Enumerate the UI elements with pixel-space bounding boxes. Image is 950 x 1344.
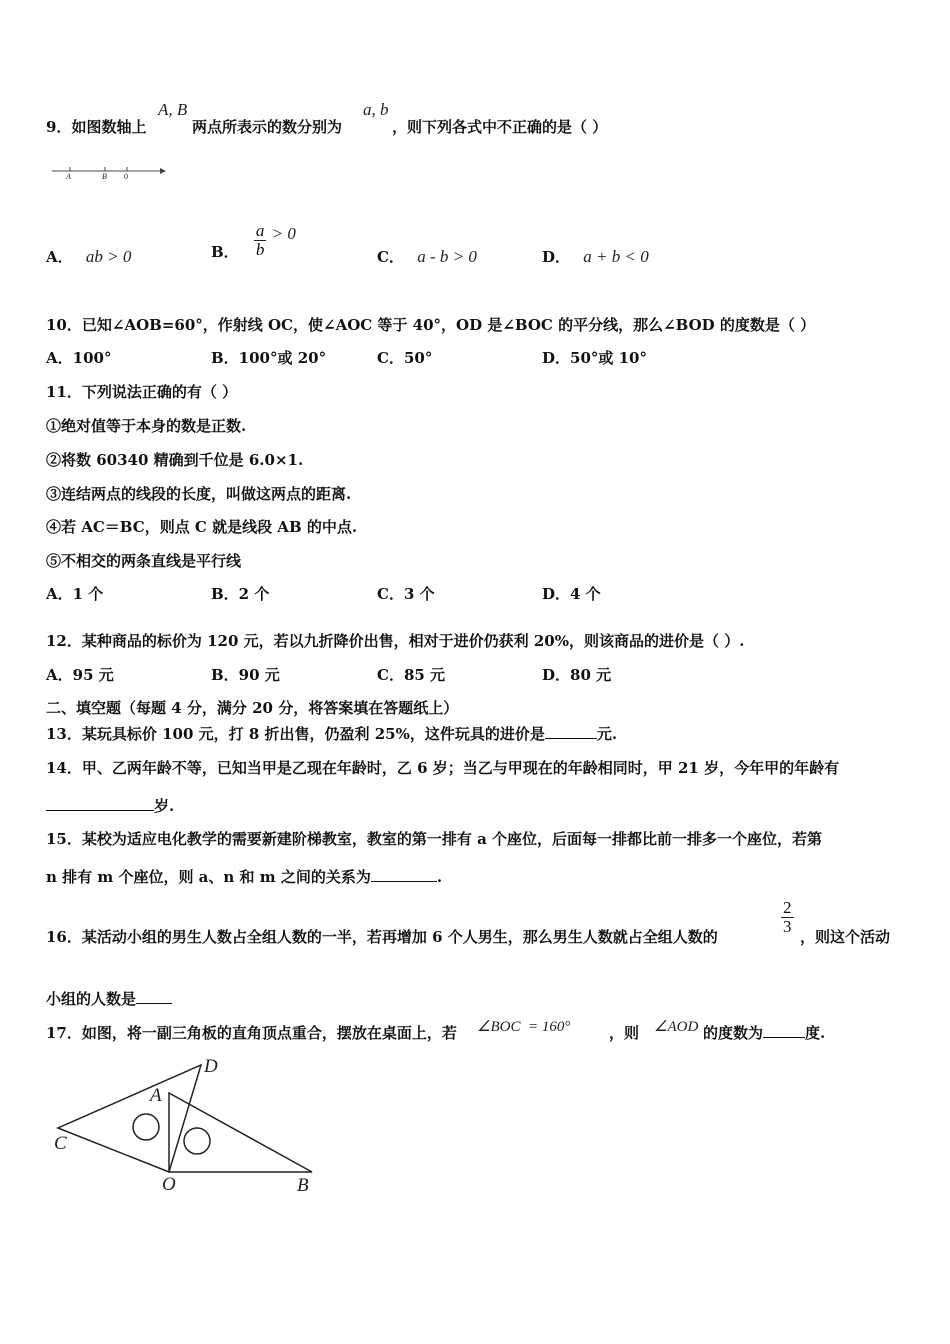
q9-option-c[interactable]: C． a - b > 0 — [377, 247, 477, 266]
q17-label-a: A — [150, 1085, 162, 1106]
q11-option-d[interactable]: D．4 个 — [542, 585, 601, 603]
q10-option-c[interactable]: C．50° — [377, 349, 433, 367]
q16-stem: 16．某活动小组的男生人数占全组人数的一半，若再增加 6 个人男生，那么男生人数就占全组人数的 — [46, 928, 718, 946]
triangle-aob — [169, 1093, 312, 1172]
q12-stem: 12．某种商品的标价为 120 元，若以九折降价出售，相对于进价仍获利 20%，则该商品的进价是（ ）. — [46, 632, 745, 650]
q11-item-5: ⑤不相交的两条直线是平行线 — [46, 552, 242, 570]
hole-circle-left — [133, 1114, 159, 1140]
q12-option-b[interactable]: B．90 元 — [211, 666, 280, 684]
q9-option-b-fraction: $\frac{a}{b}$ — [255, 221, 265, 259]
q13-stem: 13．某玩具标价 100 元，打 8 折出售，仍盈利 25%，这件玩具的进价是 元. — [46, 725, 618, 743]
q16-fraction: $\frac{2}{3}$ — [783, 898, 792, 936]
q9-stem — [46, 116, 146, 137]
q17-angle-aod: ∠AOD — [654, 1019, 699, 1035]
q13-answer-blank[interactable] — [545, 724, 597, 739]
q9-option-d[interactable]: D． a + b < 0 — [542, 247, 649, 266]
q15-line1: 15．某校为适应电化教学的需要新建阶梯教室，教室的第一排有 a 个座位，后面每一排都比前一排多一个座位，若第 — [46, 830, 823, 848]
q17-answer-blank[interactable] — [763, 1023, 805, 1038]
section-title: 二、填空题（每题 4 分，满分 20 分，将答案填在答题纸上） — [46, 699, 459, 717]
q9-text-c: ，则下列各式中不正确的是（ ） — [392, 118, 608, 136]
q11-option-a[interactable]: A．1 个 — [46, 585, 104, 603]
q17-stem-a: 17．如图，将一副三角板的直角顶点重合，摆放在桌面上，若 — [46, 1024, 457, 1042]
triangle-cod — [58, 1065, 201, 1172]
q16-answer-blank[interactable] — [136, 989, 172, 1004]
q11-option-b[interactable]: B．2 个 — [211, 585, 270, 603]
q9-nl-label-b: B — [102, 172, 107, 181]
q11-item-3: ③连结两点的线段的长度，叫做这两点的距离. — [46, 485, 352, 503]
q16-text-b: ，则这个活动 — [800, 928, 891, 946]
q9-points: A, B — [158, 100, 188, 119]
q11-item-4: ④若 AC＝BC，则点 C 就是线段 AB 的中点. — [46, 518, 358, 536]
q9-number: 9． — [46, 118, 72, 136]
q10-option-a[interactable]: A．100° — [46, 349, 112, 367]
q10-option-b[interactable]: B．100°或 20° — [211, 349, 327, 367]
q10-stem: 10．已知∠AOB=60°，作射线 OC，使∠AOC 等于 40°，OD 是∠BOC 的平分线，那么∠BOD 的度数是（ ） — [46, 316, 816, 334]
q9-option-a[interactable]: A． ab > 0 — [46, 247, 132, 266]
q11-item-2: ②将数 60340 精确到千位是 6.0×1. — [46, 451, 304, 469]
q17-label-d: D — [204, 1056, 218, 1077]
q9-option-b[interactable]: B． $\frac{a}{b}$ > 0 — [211, 221, 296, 261]
q12-option-a[interactable]: A．95 元 — [46, 666, 114, 684]
q15-line2: n 排有 m 个座位，则 a、n 和 m 之间的关系为 . — [46, 868, 443, 886]
q9-text-b: 两点所表示的数分别为 — [192, 118, 343, 136]
q17-label-o: O — [162, 1174, 176, 1195]
q16-line2: 小组的人数是 — [46, 988, 172, 1009]
q17-text-b: ，则 — [609, 1024, 640, 1042]
q9-text-a: 如图数轴上 — [71, 118, 147, 136]
q17-label-c: C — [54, 1133, 67, 1154]
q14-line1: 14．甲、乙两年龄不等，已知当甲是乙现在年龄时，乙 6 岁；当乙与甲现在的年龄相同时，甲 21 岁，今年甲的年龄有 — [46, 759, 840, 777]
hole-circle-right — [184, 1128, 210, 1154]
q15-answer-blank[interactable] — [371, 867, 437, 882]
q14-line2: 岁. — [46, 795, 174, 816]
q17-label-b: B — [297, 1175, 309, 1196]
q17-angle-boc: ∠BOC = 160° — [477, 1019, 571, 1035]
q12-option-c[interactable]: C．85 元 — [377, 666, 446, 684]
q9-nl-label-a: A — [66, 172, 71, 181]
q11-item-1: ①绝对值等于本身的数是正数. — [46, 417, 247, 435]
q17-text-c: 的度数为 度. — [703, 1024, 826, 1042]
q14-answer-blank[interactable] — [46, 796, 154, 811]
q9-nl-label-o: 0 — [124, 172, 128, 181]
q10-option-d[interactable]: D．50°或 10° — [542, 349, 647, 367]
q11-option-c[interactable]: C．3 个 — [377, 585, 435, 603]
q11-stem: 11．下列说法正确的有（ ） — [46, 383, 238, 401]
q17-figure — [40, 1055, 340, 1205]
q12-option-d[interactable]: D．80 元 — [542, 666, 612, 684]
q9-vars: a, b — [363, 100, 389, 119]
